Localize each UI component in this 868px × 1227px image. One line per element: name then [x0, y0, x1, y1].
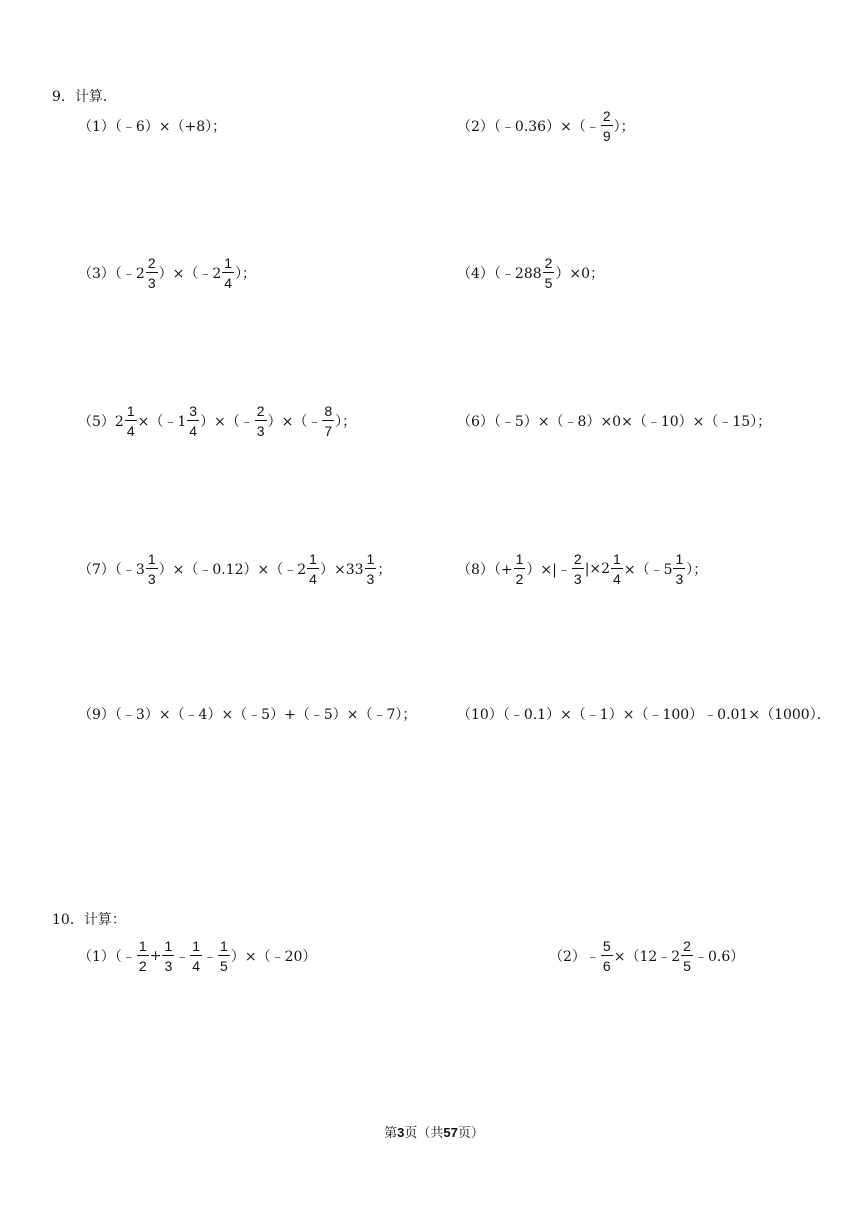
- fraction: [673, 552, 685, 586]
- expression-text: ）×（﹣20）: [230, 949, 317, 965]
- fraction-denominator: 3: [256, 423, 265, 439]
- fraction-numerator: 1: [126, 403, 135, 419]
- q9-item-1: [78, 104, 226, 148]
- fraction-numerator: 1: [220, 938, 228, 954]
- expression-text: （1）（﹣: [78, 949, 136, 965]
- footer-mid: 页（共: [404, 1126, 444, 1141]
- fraction: [146, 256, 158, 290]
- fraction-numerator: 1: [138, 938, 147, 954]
- q9-heading: 9．计算．: [52, 89, 117, 105]
- fraction-numerator: 1: [147, 551, 156, 567]
- fraction-denominator: 5: [683, 958, 691, 974]
- fraction: [218, 939, 230, 973]
- q9-item-10: [457, 692, 831, 736]
- expression-text: ﹣: [175, 949, 190, 965]
- fraction-numerator: 1: [613, 551, 621, 567]
- expression-text: ）；: [235, 266, 257, 282]
- q9-item-7: [78, 547, 391, 591]
- footer-total-pages: 57: [443, 1125, 458, 1140]
- expression-text: （3）（﹣2: [78, 266, 145, 282]
- expression-text: |×2: [584, 561, 611, 577]
- q9-item-4: [457, 251, 604, 295]
- fraction-numerator: 3: [189, 403, 198, 419]
- fraction-numerator: 2: [256, 403, 265, 419]
- expression-text: ）；: [686, 562, 708, 578]
- q9-item-5: [78, 399, 356, 443]
- expression-text: ；: [377, 562, 392, 578]
- fraction-denominator: 9: [602, 128, 611, 144]
- fraction: [187, 404, 199, 438]
- fraction-denominator: 4: [189, 423, 198, 439]
- expression-text: ×（12﹣2: [613, 949, 681, 965]
- fraction: [307, 552, 319, 586]
- fraction-numerator: 1: [164, 938, 173, 954]
- fraction: [601, 939, 613, 973]
- fraction: [611, 552, 623, 586]
- expression-text: （5）2: [78, 414, 124, 430]
- expression-text: ×（﹣1: [137, 414, 187, 430]
- fraction: [514, 552, 526, 586]
- fraction-numerator: 1: [515, 551, 524, 567]
- fraction: [365, 552, 377, 586]
- q9-item-8: [457, 547, 707, 591]
- fraction-denominator: 5: [220, 958, 228, 974]
- footer-post: 页）: [457, 1126, 484, 1141]
- expression-text: （6）（﹣5）×（﹣8）×0×（﹣10）×（﹣15）；: [457, 414, 772, 430]
- fraction-numerator: 1: [192, 938, 201, 954]
- fraction: [322, 404, 334, 438]
- expression-text: ）×（﹣2: [158, 266, 222, 282]
- expression-text: （4）（﹣288: [457, 266, 542, 282]
- fraction-numerator: 1: [224, 255, 233, 271]
- fraction-numerator: 5: [602, 938, 611, 954]
- footer-page-number: 3: [397, 1125, 405, 1140]
- fraction-denominator: 3: [147, 571, 156, 587]
- fraction-numerator: 1: [366, 551, 375, 567]
- fraction-numerator: 8: [324, 403, 333, 419]
- fraction-denominator: 7: [324, 423, 333, 439]
- fraction-numerator: 2: [683, 938, 691, 954]
- fraction-denominator: 4: [613, 571, 621, 587]
- fraction-denominator: 4: [192, 958, 201, 974]
- fraction: [190, 939, 202, 973]
- fraction: [572, 552, 584, 586]
- fraction-numerator: 1: [675, 551, 684, 567]
- fraction-denominator: 5: [544, 275, 553, 291]
- expression-text: （1）（﹣6）×（+8）；: [78, 119, 227, 135]
- fraction-denominator: 4: [309, 571, 317, 587]
- expression-text: ）；: [335, 414, 357, 430]
- fraction-denominator: 3: [147, 275, 156, 291]
- expression-text: （7）（﹣3: [78, 562, 145, 578]
- expression-text: ）×（﹣0.12）×（﹣2: [158, 562, 307, 578]
- fraction-numerator: 2: [147, 255, 156, 271]
- fraction-denominator: 2: [515, 571, 524, 587]
- fraction: [681, 939, 693, 973]
- fraction-denominator: 6: [602, 958, 611, 974]
- fraction: [601, 109, 613, 143]
- q10-item-2: [549, 934, 744, 978]
- q10-item-1: [78, 934, 316, 978]
- expression-text: （10）（﹣0.1）×（﹣1）×（﹣100）﹣0.01×（1000）．: [457, 707, 831, 723]
- q9-item-9: [78, 692, 416, 736]
- fraction-denominator: 4: [126, 423, 135, 439]
- expression-text: ﹣0.6）: [693, 949, 745, 965]
- expression-text: ×（﹣5: [623, 562, 673, 578]
- fraction: [162, 939, 174, 973]
- footer-pre: 第: [384, 1126, 398, 1141]
- fraction: [137, 939, 149, 973]
- fraction: [543, 256, 555, 290]
- expression-text: ）×|﹣: [526, 562, 571, 578]
- fraction-denominator: 4: [224, 275, 233, 291]
- expression-text: ）；: [613, 119, 635, 135]
- fraction: [146, 552, 158, 586]
- fraction-numerator: 2: [544, 255, 553, 271]
- q10-heading: 10．计算：: [52, 912, 126, 928]
- q9-item-6: [457, 399, 771, 443]
- expression-text: ）×33: [319, 562, 364, 578]
- fraction-numerator: 2: [602, 108, 611, 124]
- fraction: [125, 404, 137, 438]
- fraction-numerator: 2: [573, 551, 582, 567]
- q9-item-2: [457, 104, 635, 148]
- expression-text: +: [149, 948, 162, 964]
- fraction-denominator: 3: [366, 571, 375, 587]
- expression-text: ）×0；: [555, 266, 605, 282]
- page-footer: [0, 1122, 868, 1141]
- expression-text: （2）（﹣0.36）×（﹣: [457, 119, 600, 135]
- fraction-denominator: 3: [675, 571, 684, 587]
- expression-text: ﹣: [203, 949, 218, 965]
- expression-text: （2）﹣: [549, 949, 600, 965]
- expression-text: （8）（+: [457, 562, 513, 578]
- fraction-numerator: 1: [309, 551, 317, 567]
- expression-text: ）×（﹣: [267, 414, 322, 430]
- expression-text: （9）（﹣3）×（﹣4）×（﹣5）+（﹣5）×（﹣7）；: [78, 707, 417, 723]
- expression-text: ）×（﹣: [200, 414, 254, 430]
- fraction-denominator: 3: [573, 571, 582, 587]
- q9-item-3: [78, 251, 256, 295]
- fraction: [222, 256, 234, 290]
- fraction-denominator: 2: [138, 958, 147, 974]
- fraction-denominator: 3: [164, 958, 173, 974]
- fraction: [255, 404, 267, 438]
